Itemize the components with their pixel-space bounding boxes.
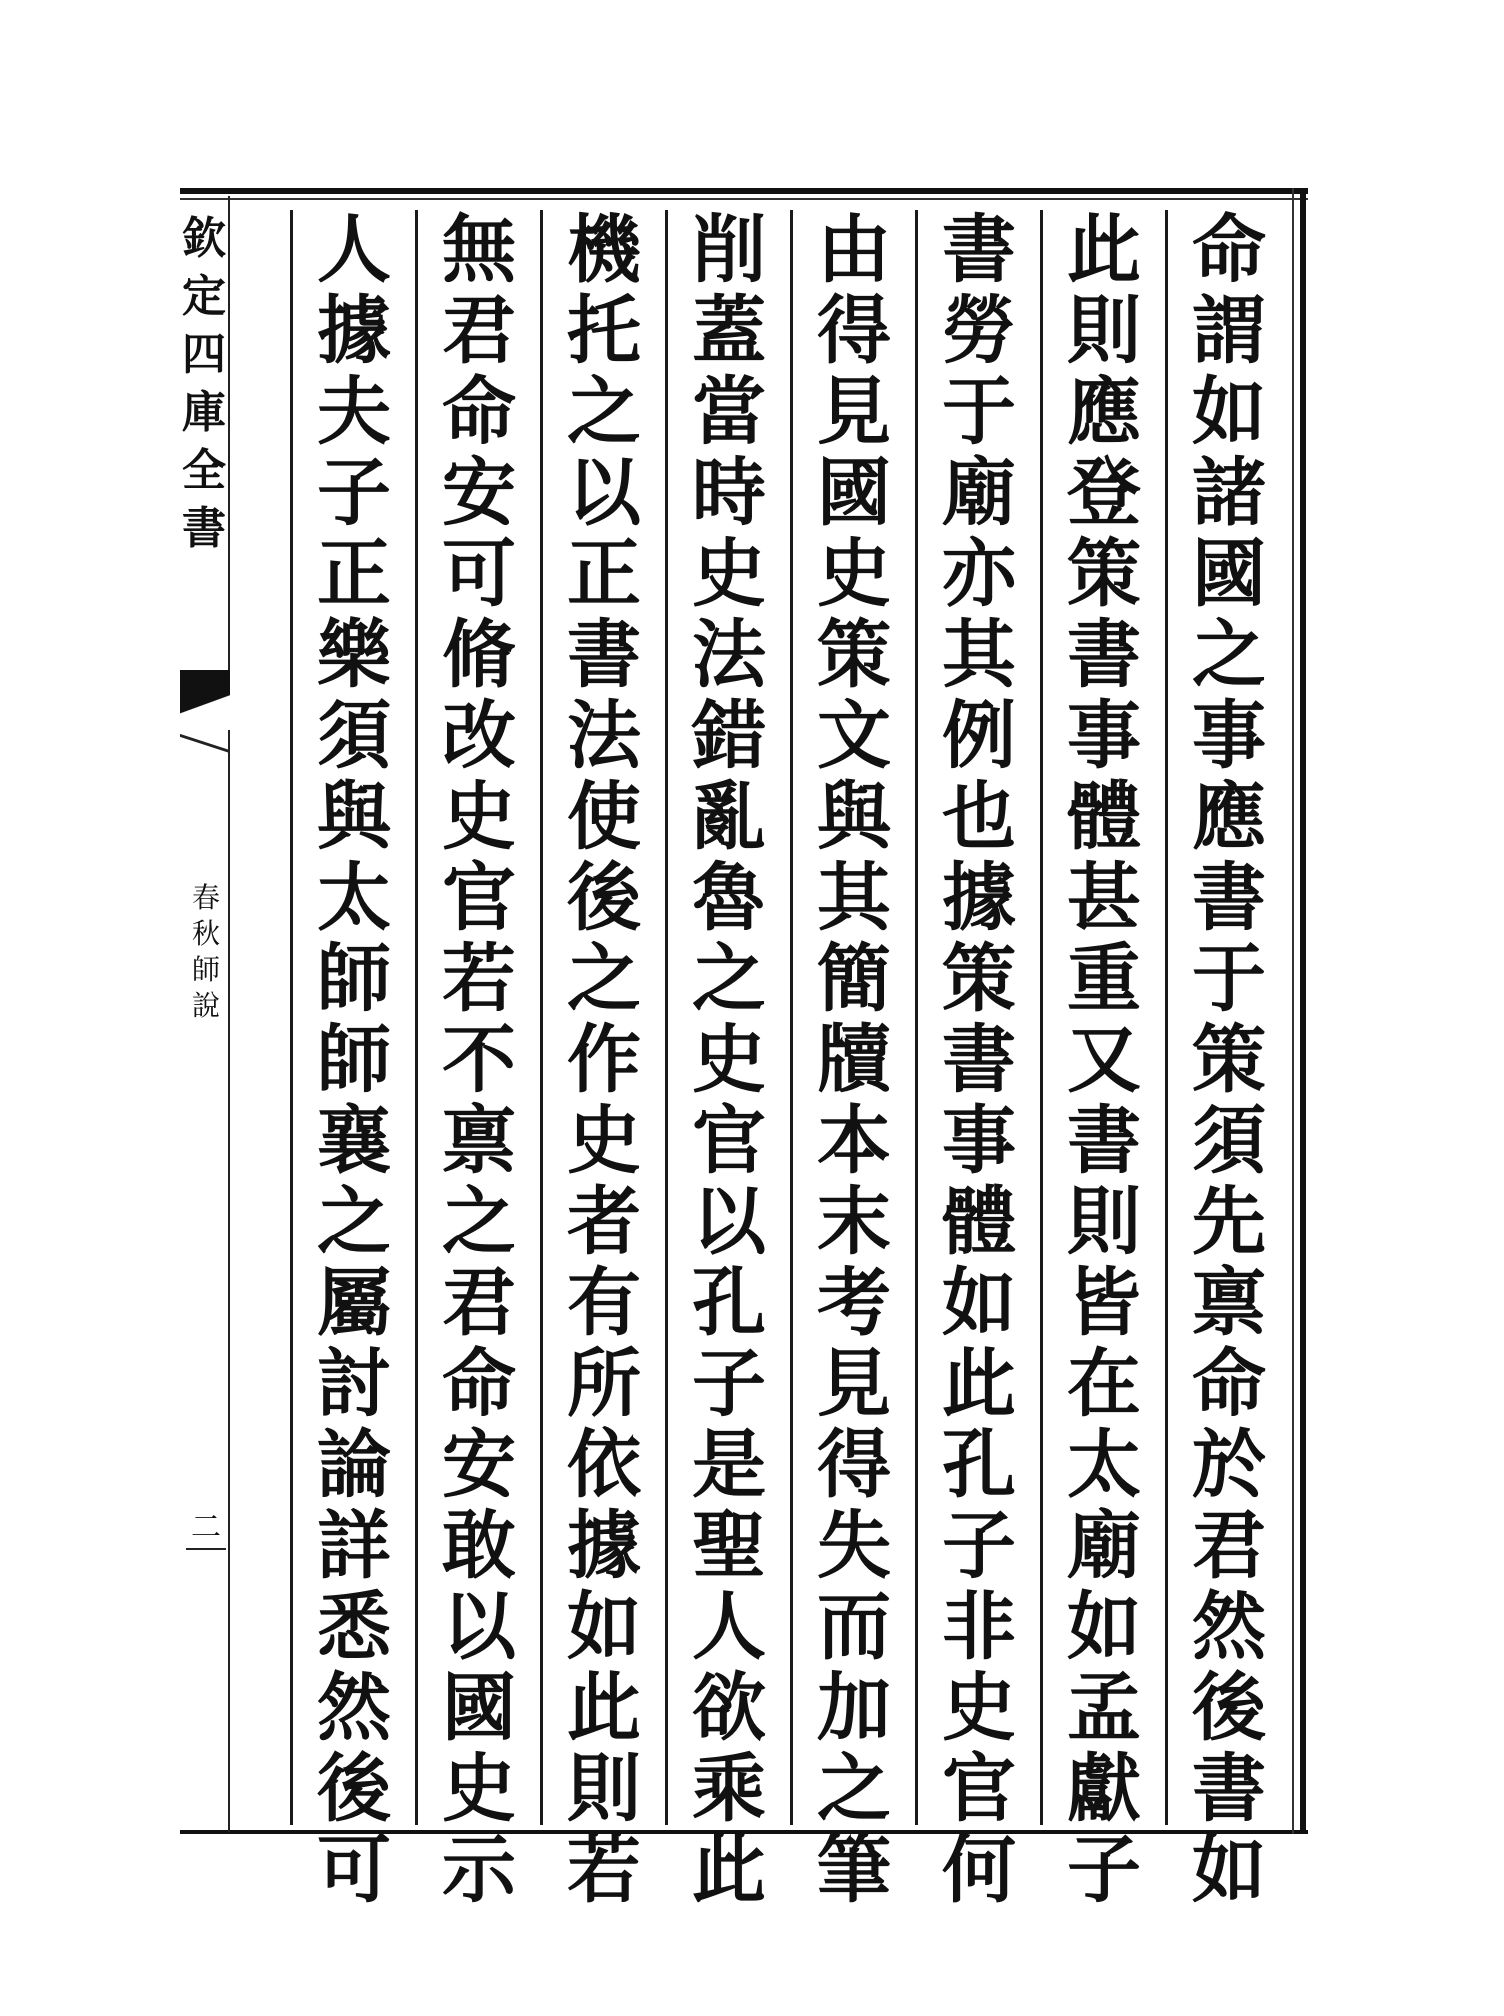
book-title: 春 秋 師 說: [191, 881, 220, 1022]
fishtail-mark: [180, 670, 230, 730]
text-column-6: 機 托 之 以 正 書 法 使 後 之 作 史 者 有 所 依 據 如 此 則 若: [540, 210, 665, 1825]
page-number-rule: [186, 1548, 226, 1550]
text-column-8: 人 據 夫 子 正 樂 須 與 太 師 師 襄 之 屬 討 論 詳 悉 然 後 可: [290, 210, 415, 1825]
text-column-7: 無 君 命 安 可 脩 改 史 官 若 不 禀 之 君 命 安 敢 以 國 史 示: [415, 210, 540, 1825]
text-column-5: 削 蓋 當 時 史 法 錯 亂 魯 之 史 官 以 孔 子 是 聖 人 欲 乘 此: [665, 210, 790, 1825]
text-column-2: 此 則 應 登 策 書 事 體 甚 重 又 書 則 皆 在 太 廟 如 孟 獻 子: [1040, 210, 1165, 1825]
text-column-1: 命 謂 如 諸 國 之 事 應 書 于 策 須 先 禀 命 於 君 然 後 書 如: [1165, 210, 1290, 1825]
center-fold-border: [228, 196, 230, 1832]
text-column-3: 書 勞 于 廟 亦 其 例 也 據 策 書 事 體 如 此 孔 子 非 史 官 何: [915, 210, 1040, 1825]
page-frame-top-inner: [180, 198, 1308, 200]
page-frame-right-inner: [1292, 188, 1294, 1834]
page-frame-right: [1300, 188, 1306, 1834]
page-frame-top: [180, 188, 1308, 194]
collection-title: 欽 定 四 庫 全 書: [182, 213, 226, 554]
text-column-4: 由 得 見 國 史 策 文 與 其 簡 牘 本 末 考 見 得 失 而 加 之 筆: [790, 210, 915, 1825]
page-number: 二: [191, 1510, 221, 1545]
